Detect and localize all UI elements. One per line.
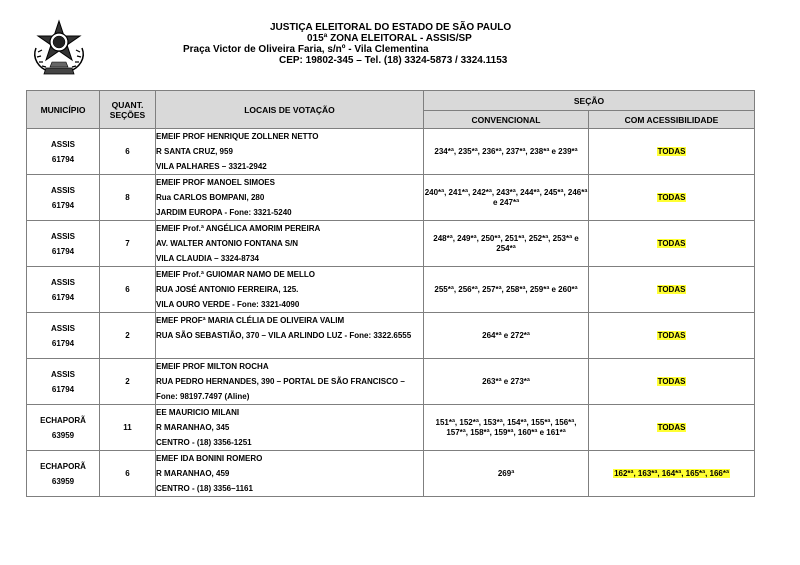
municipio-name: ASSIS (50, 277, 75, 287)
secoes-acessibilidade-cell (589, 359, 755, 405)
local-line: RUA SÃO SEBASTIÃO, 370 – VILA ARLINDO LUZ - Fone: 3322.6555 (156, 331, 412, 340)
municipio-code: 61794 (51, 246, 75, 256)
local-line: EMEIF PROF MILTON ROCHA (156, 362, 269, 371)
quant-secoes-cell: 11 (100, 405, 156, 451)
municipio-cell (27, 175, 100, 221)
acessibilidade-highlight: TODAS (657, 239, 686, 248)
municipio-cell (27, 451, 100, 497)
table-row (27, 175, 755, 221)
municipio-cell (27, 405, 100, 451)
local-line: EMEIF PROF MANOEL SIMOES (156, 178, 275, 187)
quant-secoes-cell: 6 (100, 267, 156, 313)
municipio-name: ASSIS (50, 139, 75, 149)
local-line: RUA JOSÉ ANTONIO FERREIRA, 125. (156, 285, 299, 294)
municipio-code: 61794 (51, 338, 75, 348)
acessibilidade-highlight: TODAS (657, 147, 686, 156)
local-line: VILA PALHARES – 3321-2942 (156, 162, 267, 171)
acessibilidade-highlight: 162*ª, 163*ª, 164*ª, 165*ª, 166*ª (614, 469, 729, 478)
local-votacao-cell (156, 221, 424, 267)
local-votacao-cell (156, 313, 424, 359)
table-row (27, 267, 755, 313)
local-line: CENTRO - (18) 3356-1251 (156, 438, 252, 447)
municipio-cell (27, 359, 100, 405)
col-header-convencional: CONVENCIONAL (424, 111, 589, 129)
local-line: EMEF IDA BONINI ROMERO (156, 454, 263, 463)
acessibilidade-highlight: TODAS (657, 423, 686, 432)
col-header-municipio: MUNICÍPIO (27, 91, 100, 129)
col-header-quant-secoes: QUANT. SEÇÕES (100, 91, 156, 129)
local-line: R MARANHAO, 459 (156, 469, 230, 478)
secoes-convencional-cell: 151*ª, 152*ª, 153*ª, 154*ª, 155*ª, 156*ª, 157*ª, 158*ª, 159*ª, 160*ª e 161*ª (424, 405, 589, 451)
municipio-name: ASSIS (50, 185, 75, 195)
table-row (27, 221, 755, 267)
local-line: EMEIF PROF HENRIQUE ZOLLNER NETTO (156, 132, 319, 141)
col-header-secao: SEÇÃO (424, 91, 755, 111)
municipio-name: ASSIS (50, 369, 75, 379)
local-line: EMEIF Prof.ª GUIOMAR NAMO DE MELLO (156, 270, 315, 279)
voting-locations-table (26, 90, 755, 497)
local-line: RUA PEDRO HERNANDES, 390 – PORTAL DE SÃO FRANCISCO – (156, 377, 405, 386)
secoes-convencional-cell: 269ª (424, 451, 589, 497)
municipio-name: ASSIS (50, 231, 75, 241)
local-line: CENTRO - (18) 3356–1161 (156, 484, 253, 493)
local-votacao-cell (156, 267, 424, 313)
header-zone: 015ª ZONA ELEITORAL - ASSIS/SP (307, 33, 472, 44)
local-votacao-cell (156, 451, 424, 497)
local-votacao-cell (156, 405, 424, 451)
secoes-acessibilidade-cell (589, 451, 755, 497)
quant-secoes-cell: 2 (100, 313, 156, 359)
acessibilidade-highlight: TODAS (657, 285, 686, 294)
secoes-convencional-cell: 248*ª, 249*ª, 250*ª, 251*ª, 252*ª, 253*ª e 254*ª (424, 221, 589, 267)
local-line: JARDIM EUROPA - Fone: 3321-5240 (156, 208, 292, 217)
local-votacao-cell (156, 359, 424, 405)
local-line: Rua CARLOS BOMPANI, 280 (156, 193, 265, 202)
quant-secoes-cell: 8 (100, 175, 156, 221)
quant-secoes-cell: 7 (100, 221, 156, 267)
municipio-name: ECHAPORÃ (40, 461, 86, 471)
local-line: R MARANHAO, 345 (156, 423, 230, 432)
secoes-acessibilidade-cell (589, 267, 755, 313)
local-line: R SANTA CRUZ, 959 (156, 147, 233, 156)
municipio-cell (27, 313, 100, 359)
municipio-code: 61794 (51, 154, 75, 164)
secoes-convencional-cell: 234*ª, 235*ª, 236*ª, 237*ª, 238*ª e 239*ª (424, 129, 589, 175)
quant-secoes-cell: 6 (100, 451, 156, 497)
secoes-convencional-cell: 264*ª e 272*ª (424, 313, 589, 359)
local-line: AV. WALTER ANTONIO FONTANA S/N (156, 239, 299, 248)
municipio-code: 61794 (51, 200, 75, 210)
local-line: VILA CLAUDIA – 3324-8734 (156, 254, 259, 263)
municipio-code: 61794 (51, 384, 75, 394)
secoes-acessibilidade-cell (589, 129, 755, 175)
local-line: Fone: 98197.7497 (Aline) (156, 392, 250, 401)
secoes-acessibilidade-cell (589, 221, 755, 267)
brazil-coat-of-arms-icon (28, 18, 90, 80)
header-address: Praça Victor de Oliveira Faria, s/nº - Vila Clementina (183, 44, 429, 55)
acessibilidade-highlight: TODAS (657, 331, 686, 340)
acessibilidade-highlight: TODAS (657, 193, 686, 202)
table-row (27, 405, 755, 451)
municipio-code: 63959 (51, 430, 75, 440)
municipio-cell (27, 267, 100, 313)
col-header-acessibilidade: COM ACESSIBILIDADE (589, 111, 755, 129)
table-row (27, 129, 755, 175)
local-line: VILA OURO VERDE - Fone: 3321-4090 (156, 300, 300, 309)
local-line: EMEF PROFª MARIA CLÉLIA DE OLIVEIRA VALIM (156, 316, 345, 325)
table-row (27, 313, 755, 359)
secoes-convencional-cell: 255*ª, 256*ª, 257*ª, 258*ª, 259*ª e 260*ª (424, 267, 589, 313)
secoes-acessibilidade-cell (589, 405, 755, 451)
quant-secoes-cell: 6 (100, 129, 156, 175)
table-row (27, 359, 755, 405)
acessibilidade-highlight: TODAS (657, 377, 686, 386)
header-title: JUSTIÇA ELEITORAL DO ESTADO DE SÃO PAULO (270, 22, 512, 33)
local-line: EE MAURICIO MILANI (156, 408, 240, 417)
municipio-name: ASSIS (50, 323, 75, 333)
municipio-code: 63959 (51, 476, 75, 486)
municipio-name: ECHAPORÃ (40, 415, 86, 425)
secoes-acessibilidade-cell (589, 175, 755, 221)
header-contact: CEP: 19802-345 – Tel. (18) 3324-5873 / 3324.1153 (279, 55, 508, 66)
local-votacao-cell (156, 175, 424, 221)
municipio-cell (27, 129, 100, 175)
secoes-acessibilidade-cell (589, 313, 755, 359)
quant-secoes-cell: 2 (100, 359, 156, 405)
secoes-convencional-cell: 263*ª e 273*ª (424, 359, 589, 405)
municipio-cell (27, 221, 100, 267)
col-header-locais: LOCAIS DE VOTAÇÃO (156, 91, 424, 129)
table-row (27, 451, 755, 497)
municipio-code: 61794 (51, 292, 75, 302)
local-votacao-cell (156, 129, 424, 175)
local-line: EMEIF Prof.ª ANGÉLICA AMORIM PEREIRA (156, 224, 321, 233)
secoes-convencional-cell: 240*ª, 241*ª, 242*ª, 243*ª, 244*ª, 245*ª, 246*ª e 247*ª (424, 175, 589, 221)
